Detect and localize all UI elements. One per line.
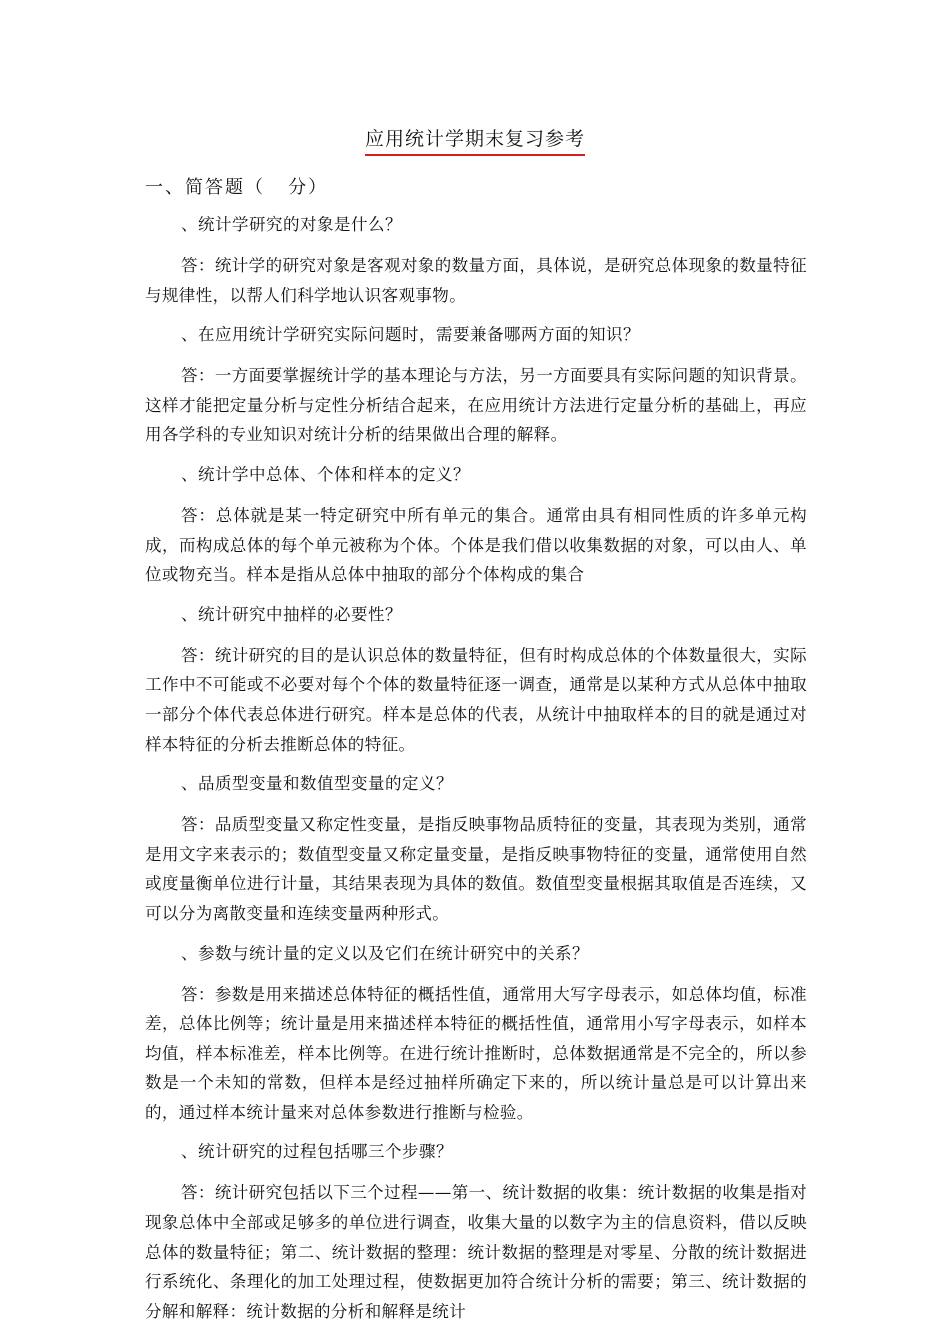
question-1: 、统计学研究的对象是什么？ <box>181 215 402 234</box>
question-2: 、在应用统计学研究实际问题时，需要兼备哪两方面的知识？ <box>181 325 640 345</box>
answer-3: 答：总体就是某一特定研究中所有单元的集合。通常由具有相同性质的许多单元构成，而构成总体的每个单元被称为个体。个体是我们借以收集数据的对象，可以由人、单位或物充当。样本是指从总体中抽取的部分个体构成的集合 <box>145 505 807 585</box>
answer-2: 答：一方面要掌握统计学的基本理论与方法，另一方面要具有实际问题的知识背景。这样才能把定量分析与定性分析结合起来，在应用统计方法进行定量分析的基础上，再应用各学科的专业知识对统计分析的结果做出合理的解释。 <box>145 366 807 445</box>
question-5: 、品质型变量和数值型变量的定义？ <box>181 774 453 794</box>
answer-6: 答：参数是用来描述总体特征的概括性值，通常用大写字母表示，如总体均值，标准差，总体比例等；统计量是用来描述样本特征的概括性值，通常用小写字母表示，如样本均值，样本标准差，样本比例等。在进行统计推断时，总体数据通常是不完全的，所以参数是一个未知的常数，但样本是经过抽样所确定下来的，所以统计量总是可以计算出来的，通过样本统计量来对总体参数进行推断与检验。 <box>145 984 807 1122</box>
answer-5: 答：品质型变量又称定性变量，是指反映事物品质特征的变量，其表现为类别，通常是用文字来表示的；数值型变量又称定量变量，是指反映事物特征的变量，通常使用自然或度量衡单位进行计量，其结果表现为具体的数值。数值型变量根据其取值是否连续，又可以分为离散变量和连续变量两种形式。 <box>145 815 807 923</box>
question-4: 、统计研究中抽样的必要性？ <box>181 604 402 624</box>
qa-item-3 <box>145 460 807 590</box>
question-7: 、统计研究的过程包括哪三个步骤？ <box>181 1142 453 1162</box>
qa-list <box>145 210 807 1336</box>
answer-1: 答：统计学的研究对象是客观对象的数量方面，具体说，是研究总体现象的数量特征与规律性，以帮人们科学地认识客观事物。 <box>145 256 807 305</box>
section-heading: 一、简答题（ 分） <box>145 177 329 198</box>
qa-item-4 <box>145 600 807 759</box>
qa-item-2 <box>145 320 807 450</box>
question-3: 、统计学中总体、个体和样本的定义？ <box>181 464 470 484</box>
qa-item-6 <box>145 939 807 1128</box>
question-6: 、参数与统计量的定义以及它们在统计研究中的关系？ <box>181 943 589 963</box>
document-title: 应用统计学期末复习参考 <box>365 124 585 156</box>
answer-4: 答：统计研究的目的是认识总体的数量特征，但有时构成总体的个体数量很大，实际工作中不可能或不必要对每个个体的数量特征逐一调查，通常是以某种方式从总体中抽取一部分个体代表总体进行研究。样本是总体的代表，从统计中抽取样本的目的就是通过对样本特征的分析去推断总体的特征。 <box>145 645 807 754</box>
answer-7: 答：统计研究包括以下三个过程——第一、统计数据的收集：统计数据的收集是指对现象总体中全部或足够多的单位进行调查，收集大量的以数字为主的信息资料，借以反映总体的数量特征；第二、统计数据的整理：统计数据的整理是对零星、分散的统计数据进行系统化、条理化的加工处理过程，使数据更加符合统计分析的需要；第三、统计数据的分解和解释：统计数据的分析和解释是统计 <box>145 1183 807 1321</box>
document-title-block <box>0 124 950 156</box>
qa-item-7 <box>145 1137 807 1326</box>
qa-item-1 <box>145 210 807 310</box>
qa-item-5 <box>145 769 807 928</box>
